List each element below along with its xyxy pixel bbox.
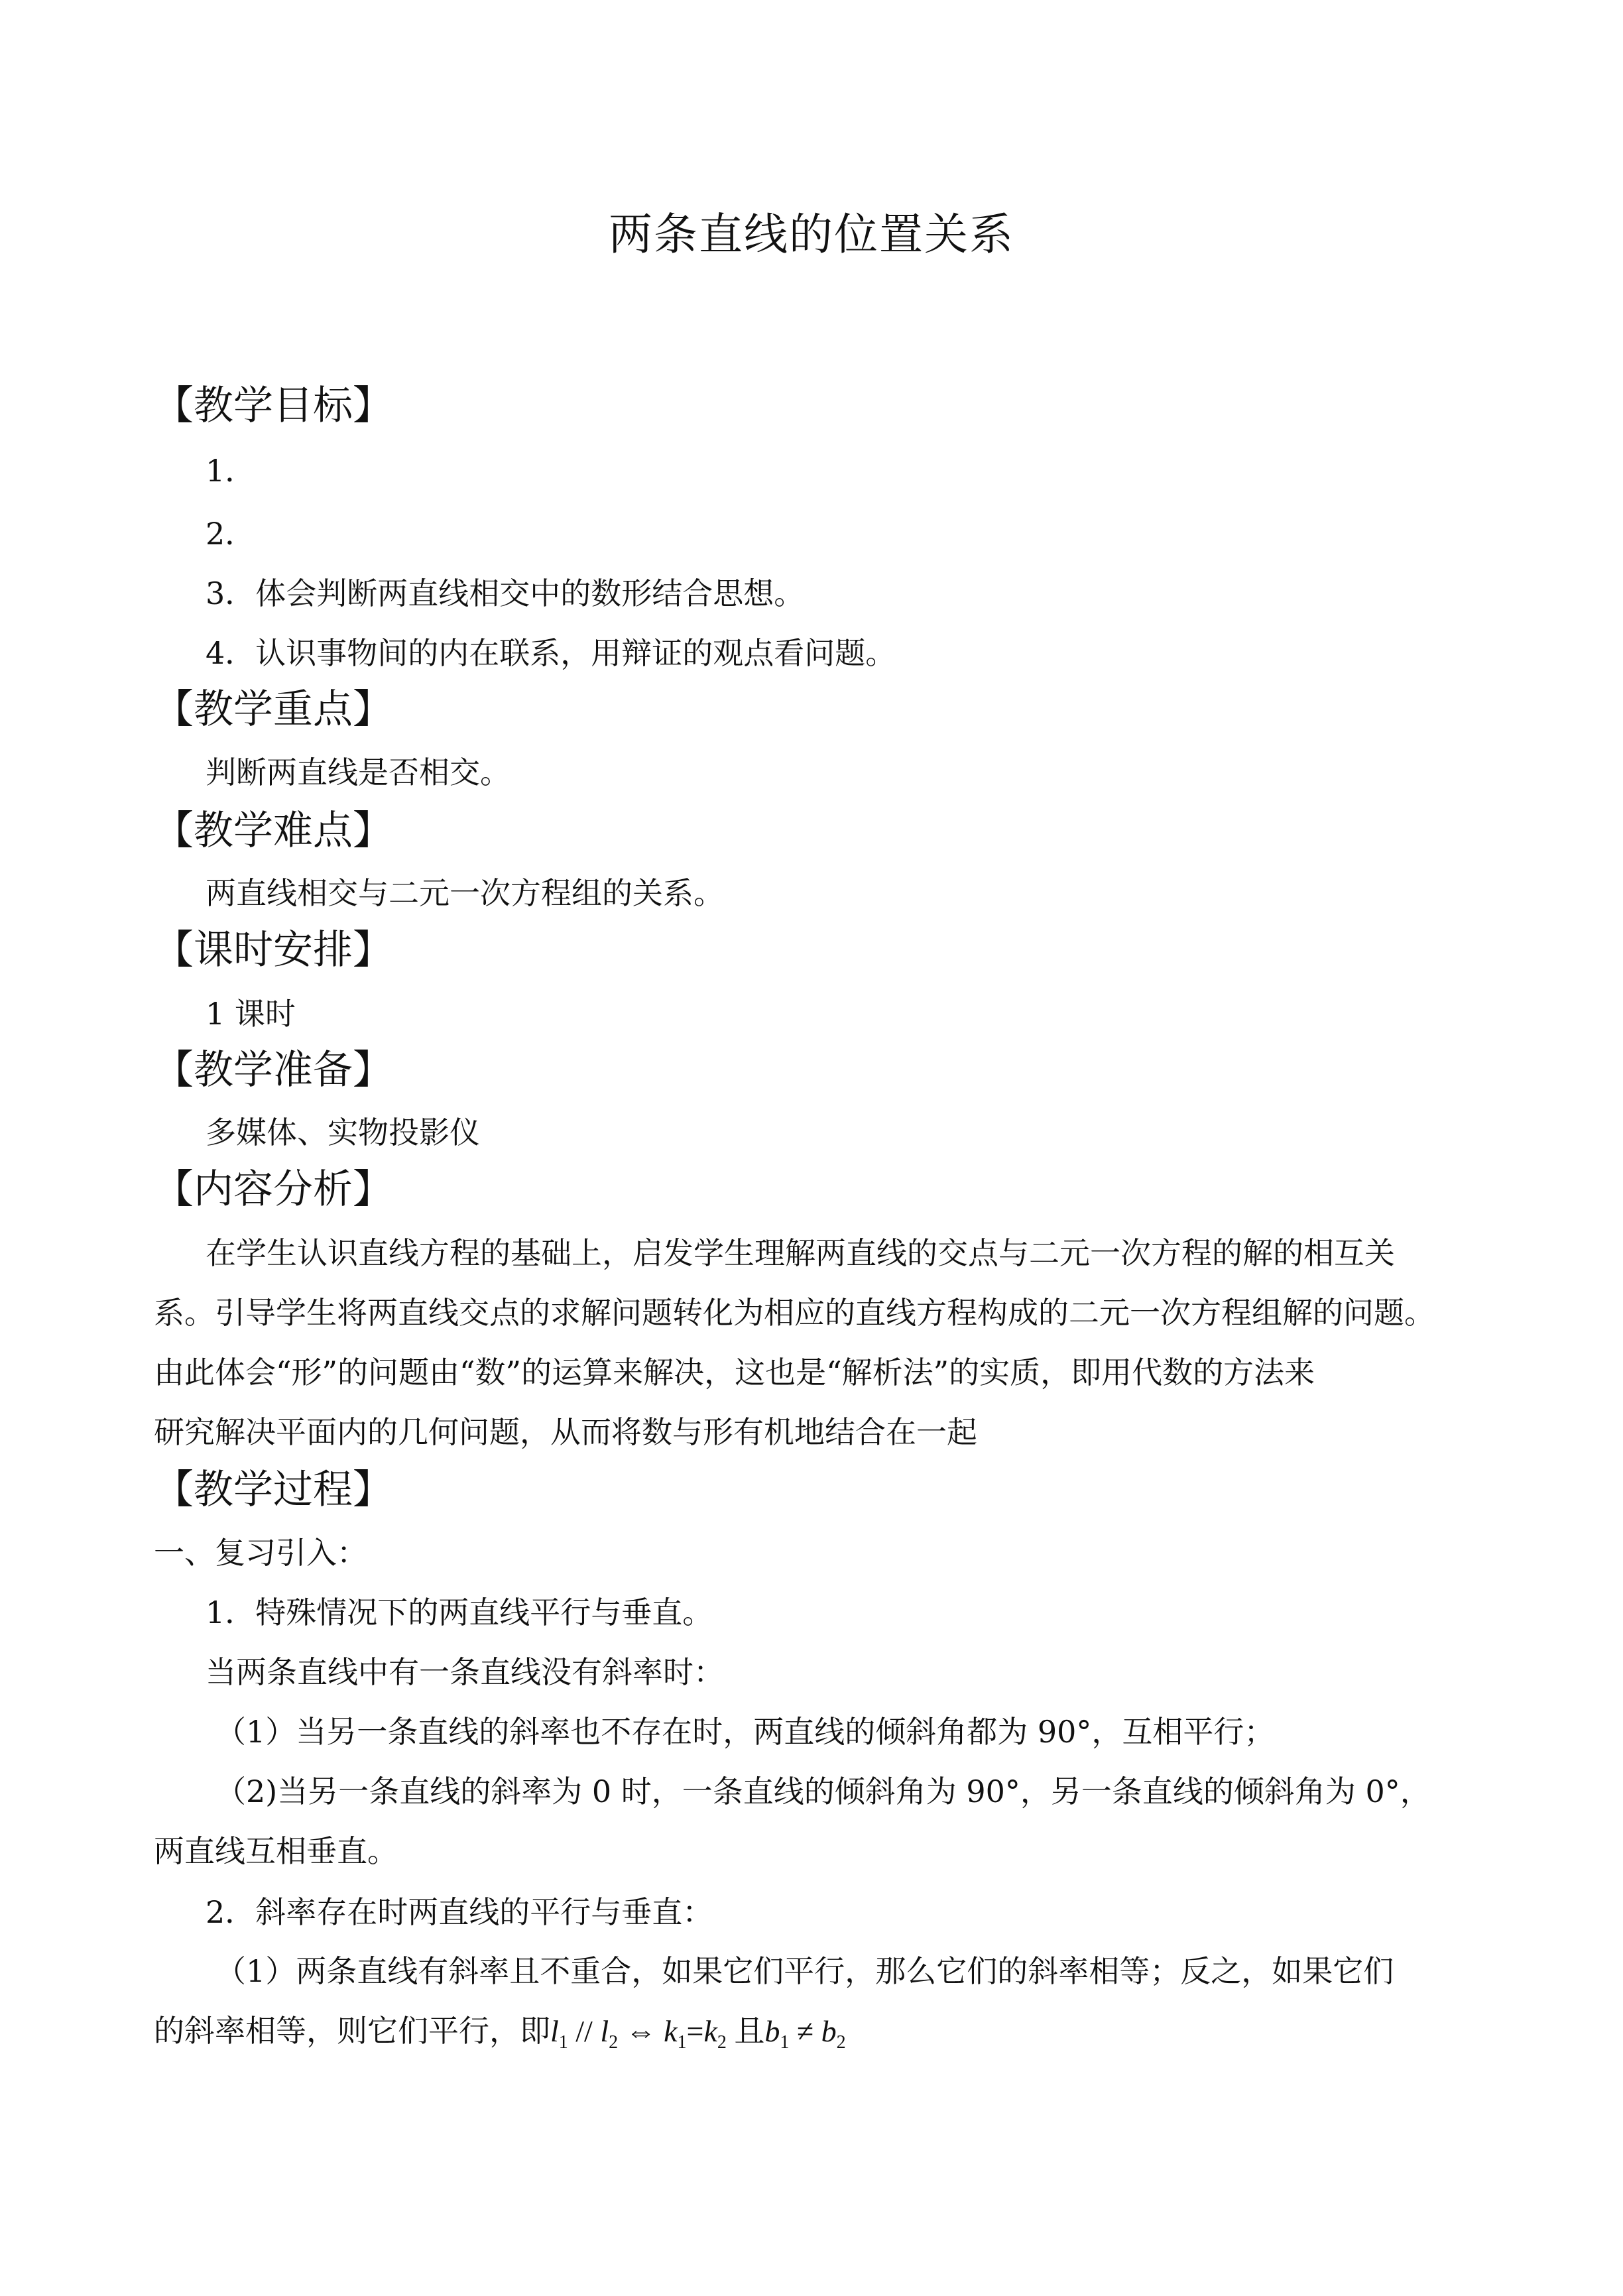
difficulties-text: 两直线相交与二元一次方程组的关系。 <box>206 875 724 911</box>
page-title: 两条直线的位置关系 <box>609 209 1014 260</box>
process-item-1: 1．特殊情况下的两直线平行与垂直。 <box>206 1595 713 1630</box>
analysis-line-4: 研究解决平面内的几何问题，从而将数与形有机地结合在一起 <box>154 1414 977 1450</box>
process-item-2: 2．斜率存在时两直线的平行与垂直： <box>206 1894 713 1930</box>
goal-item-2: 2． <box>206 516 256 552</box>
goal-item-4: 4．认识事物间的内在联系，用辩证的观点看问题。 <box>206 635 896 671</box>
case-3-line-1: （1）两条直线有斜率且不重合，如果它们平行，那么它们的斜率相等；反之，如果它们 <box>215 1953 1394 1989</box>
analysis-line-3: 由此体会“形”的问题由“数”的运算来解决，这也是“解析法”的实质，即用代数的方法来 <box>154 1355 1315 1390</box>
goal-item-3: 3．体会判断两直线相交中的数形结合思想。 <box>206 575 805 611</box>
goal-item-1: 1． <box>206 453 256 489</box>
case-3-line-2-prefix: 的斜率相等，则它们平行，即 <box>154 2013 550 2049</box>
goals-heading: 【教学目标】 <box>154 383 392 429</box>
parallel-condition-formula: $l_1 // l_2$ ⇔ $k_1=k_2$ 且$b_1 \ne b_2$ <box>550 2014 846 2053</box>
analysis-line-2: 系。引导学生将两直线交点的求解问题转化为相应的直线方程构成的二元一次方程组解的问题。 <box>154 1295 1435 1331</box>
case-3-line-2 <box>154 2008 846 2066</box>
preparation-heading: 【教学准备】 <box>154 1047 392 1093</box>
difficulties-heading: 【教学难点】 <box>154 808 392 854</box>
analysis-heading: 【内容分析】 <box>154 1166 392 1213</box>
case-2-line-2: 两直线互相垂直。 <box>154 1833 398 1869</box>
process-item-1-intro: 当两条直线中有一条直线没有斜率时： <box>206 1654 724 1690</box>
case-1: （1）当另一条直线的斜率也不存在时，两直线的倾斜角都为 90°，互相平行； <box>215 1714 1275 1750</box>
case-2-line-1: （2)当另一条直线的斜率为 0 时，一条直线的倾斜角为 90°，另一条直线的倾斜角为 0°， <box>215 1774 1431 1809</box>
analysis-line-1: 在学生认识直线方程的基础上，启发学生理解两直线的交点与二元一次方程的解的相互关 <box>206 1235 1395 1271</box>
key-points-text: 判断两直线是否相交。 <box>206 755 511 790</box>
review-title: 一、复习引入： <box>154 1535 367 1571</box>
schedule-heading: 【课时安排】 <box>154 927 392 973</box>
schedule-text: 1 课时 <box>206 996 296 1032</box>
process-heading: 【教学过程】 <box>154 1467 392 1513</box>
preparation-text: 多媒体、实物投影仪 <box>206 1115 480 1150</box>
key-points-heading: 【教学重点】 <box>154 686 392 733</box>
